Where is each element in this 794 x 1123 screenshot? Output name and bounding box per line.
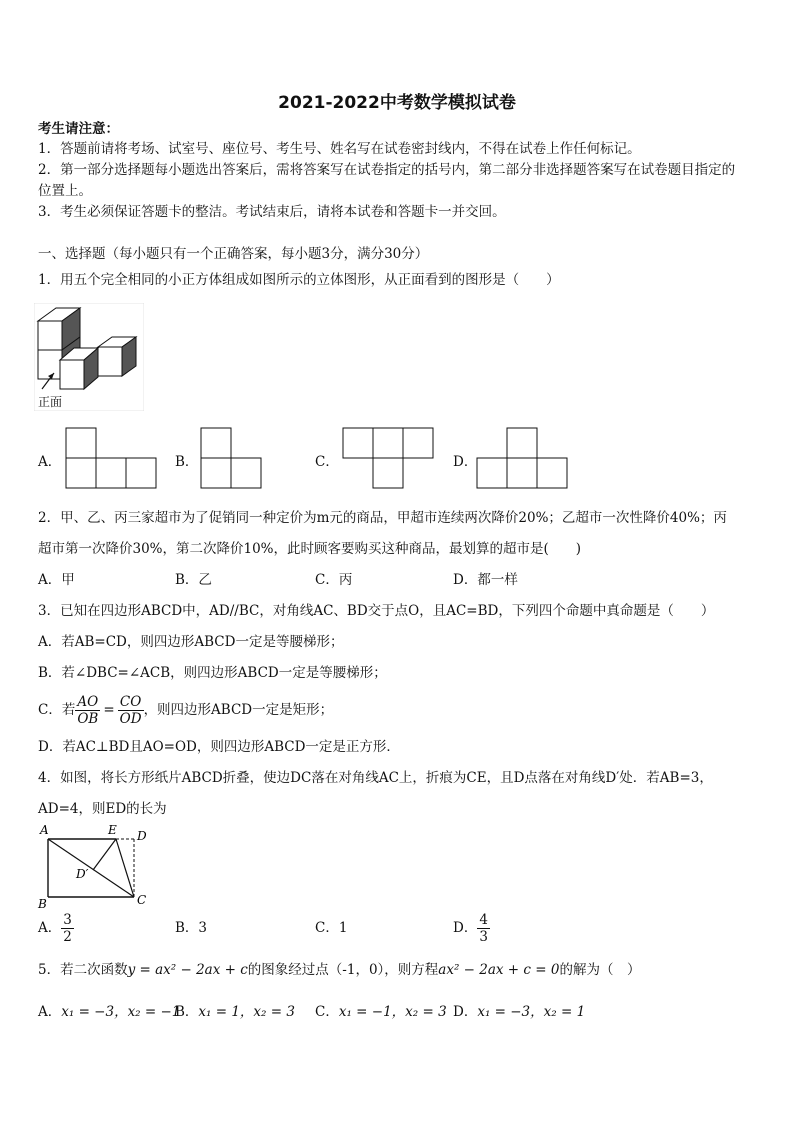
q4-option-d-fraction	[477, 912, 490, 945]
notice-item-2-cont: 位置上。	[38, 183, 92, 199]
q5-option-c-label: C．	[315, 1004, 339, 1020]
q5-stem-mid: 的图象经过点（-1，0），则方程	[247, 962, 439, 978]
q3-stem: 3．已知在四边形ABCD中，AD//BC，对角线AC、BD交于点O，且AC=BD，下列四个命题中真命题是（ ）	[38, 603, 715, 619]
q5-option-d	[453, 1002, 585, 1022]
q4-label-d: D	[137, 829, 147, 843]
q3-frac2-num: CO	[118, 694, 144, 711]
q5-option-c	[315, 1002, 447, 1022]
q3-fraction-ao-ob	[75, 694, 100, 727]
notice-item-1: 1．答题前请将考场、试室号、座位号、考生号、姓名写在试卷密封线内，不得在试卷上作任何标记。	[38, 141, 641, 157]
q1-front-label: 正面	[38, 395, 63, 409]
q4-label-e: E	[108, 823, 117, 837]
q5-equation: ax² − 2ax + c = 0	[438, 962, 560, 978]
q1-stem: 1．用五个完全相同的小正方体组成如图所示的立体图形，从正面看到的图形是（ ）	[38, 272, 560, 288]
q1-option-b-figure	[200, 427, 262, 491]
q5-option-a	[38, 1002, 180, 1022]
q1-option-a-label: A．	[38, 454, 62, 470]
q3-equals: =	[103, 702, 115, 718]
q4-rectangle-figure	[36, 822, 156, 910]
q5-option-d-label: D．	[453, 1004, 478, 1020]
q4-stem-line2: AD=4，则ED的长为	[38, 801, 167, 817]
q5-option-b-text: x₁ = 1，x₂ = 3	[198, 1004, 295, 1020]
q2-option-b: B．乙	[175, 572, 212, 588]
q5-function: y = ax² − 2ax + c	[127, 962, 248, 978]
q1-option-d-label: D．	[453, 454, 478, 470]
q3-option-c-prefix: C．若	[38, 702, 76, 718]
q3-option-b: B．若∠DBC=∠ACB，则四边形ABCD一定是等腰梯形；	[38, 665, 387, 681]
q3-frac1-den: OB	[77, 711, 99, 727]
q4-option-a-num: 3	[63, 912, 72, 928]
q4-label-c: C	[137, 893, 147, 907]
q4-option-d	[453, 910, 490, 946]
q5-option-b-label: B．	[175, 1004, 199, 1020]
q1-option-c-figure	[342, 427, 434, 491]
q4-option-a	[38, 910, 74, 946]
q2-stem-line1: 2．甲、乙、丙三家超市为了促销同一种定价为m元的商品，甲超市连续两次降价20%；乙超市一次性降价40%；丙	[38, 510, 727, 526]
q1-option-b-label: B．	[175, 454, 199, 470]
q4-option-d-num: 4	[479, 912, 488, 928]
q5-option-a-text: x₁ = −3，x₂ = −1	[61, 1004, 181, 1020]
q5-stem-prefix: 5．若二次函数	[38, 962, 128, 978]
q4-option-a-fraction	[61, 912, 74, 945]
notice-item-3: 3．考生必须保证答题卡的整洁。考试结束后，请将本试卷和答题卡一并交回。	[38, 204, 506, 220]
q5-option-b	[175, 1002, 295, 1022]
q4-option-a-label: A．	[38, 920, 62, 936]
q5-option-a-label: A．	[38, 1004, 62, 1020]
q4-option-a-den: 2	[63, 929, 72, 945]
q4-option-c: C．1	[315, 920, 348, 936]
q5-option-c-text: x₁ = −1，x₂ = 3	[338, 1004, 447, 1020]
q2-option-d: D．都一样	[453, 572, 518, 588]
notice-heading: 考生请注意：	[38, 121, 119, 137]
page-title: 2021-2022中考数学模拟试卷	[278, 93, 516, 113]
q4-option-b: B．3	[175, 920, 208, 936]
q4-label-b: B	[38, 897, 47, 910]
q5-stem-suffix: 的解为（ ）	[559, 962, 641, 978]
q1-option-c-label: C．	[315, 454, 339, 470]
q4-label-a: A	[40, 823, 49, 837]
q3-option-c	[38, 692, 333, 728]
q3-fraction-co-od	[118, 694, 144, 727]
q4-option-d-label: D．	[453, 920, 478, 936]
q4-option-d-den: 3	[479, 929, 488, 945]
q4-stem-line1: 4．如图，将长方形纸片ABCD折叠，使边DC落在对角线AC上，折痕为CE，且D点落在对角线D′处．若AB=3，	[38, 770, 713, 786]
q3-option-c-suffix: ，则四边形ABCD一定是矩形；	[143, 702, 334, 718]
q2-option-c: C．丙	[315, 572, 353, 588]
q3-frac1-num: AO	[75, 694, 100, 711]
q4-label-dprime: D′	[76, 867, 89, 881]
q1-option-a-figure	[65, 427, 157, 491]
q3-option-a: A．若AB=CD，则四边形ABCD一定是等腰梯形；	[38, 634, 344, 650]
section-heading: 一、选择题（每小题只有一个正确答案，每小题3分，满分30分）	[38, 246, 429, 262]
q2-stem-line2: 超市第一次降价30%，第二次降价10%，此时顾客要购买这种商品，最划算的超市是( )	[38, 541, 582, 557]
q3-option-d: D．若AC⊥BD且AO=OD，则四边形ABCD一定是正方形．	[38, 739, 400, 755]
q2-option-a: A．甲	[38, 572, 75, 588]
q5-option-d-text: x₁ = −3，x₂ = 1	[477, 1004, 586, 1020]
q3-frac2-den: OD	[119, 711, 142, 727]
q1-option-d-figure	[476, 427, 568, 491]
q5-stem	[38, 960, 640, 980]
notice-item-2: 2．第一部分选择题每小题选出答案后，需将答案写在试卷指定的括号内，第二部分非选择题答案写在试卷题目指定的	[38, 162, 736, 178]
